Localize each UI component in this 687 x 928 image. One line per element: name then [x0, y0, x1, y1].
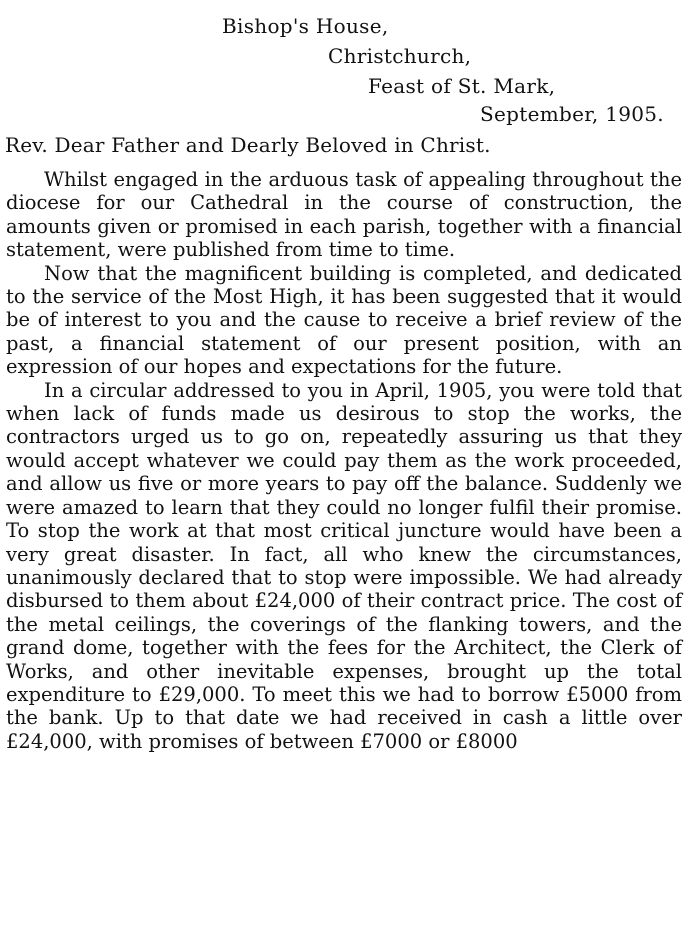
- paragraph-circular-finances: In a circular addressed to you in April, 1905, you were told that when lack of funds made us desirous to stop the works, the contractors urged us to go on, repeatedly assuring us that they would accept whatever we could pay them as the work proceeded, and allow us five or more years to pay off the balance. Suddenly we were amazed to learn that they could no longer fulfil their promise. To stop the work at that most critical juncture would have been a very great disaster. In fact, all who knew the circumstances, unanimously declared that to stop were impossible. We had already disbursed to them about £24,000 of their contract price. The cost of the metal ceilings, the coverings of the flanking towers, and the grand dome, together with the fees for the Architect, the Clerk of Works, and other inevitable expenses, brought up the total expenditure to £29,000. To meet this we had to borrow £5000 from the bank. Up to that date we had received in cash a little over £24,000, with promises of between £7000 or £8000: [6, 378, 682, 753]
- address-line-city: Christchurch,: [328, 44, 472, 68]
- address-line-feast: Feast of St. Mark,: [368, 74, 556, 98]
- paragraph-cathedral-appeal: Whilst engaged in the arduous task of appealing throughout the diocese for our Cathedral in the course of construction, the amounts given or promised in each parish, together with a financial statement, were published from time to time.: [6, 168, 682, 262]
- address-line-house: Bishop's House,: [222, 14, 389, 38]
- address-line-date: September, 1905.: [480, 102, 664, 126]
- paragraph-building-completed: Now that the magnificent building is completed, and dedicated to the service of the Most High, it has been suggested that it would be of interest to you and the cause to receive a brief review of the past, a financial statement of our present position, with an expression of our hopes and expectations for the future.: [6, 261, 682, 379]
- letter-body: [6, 168, 682, 753]
- salutation: Rev. Dear Father and Dearly Beloved in Christ.: [5, 133, 491, 157]
